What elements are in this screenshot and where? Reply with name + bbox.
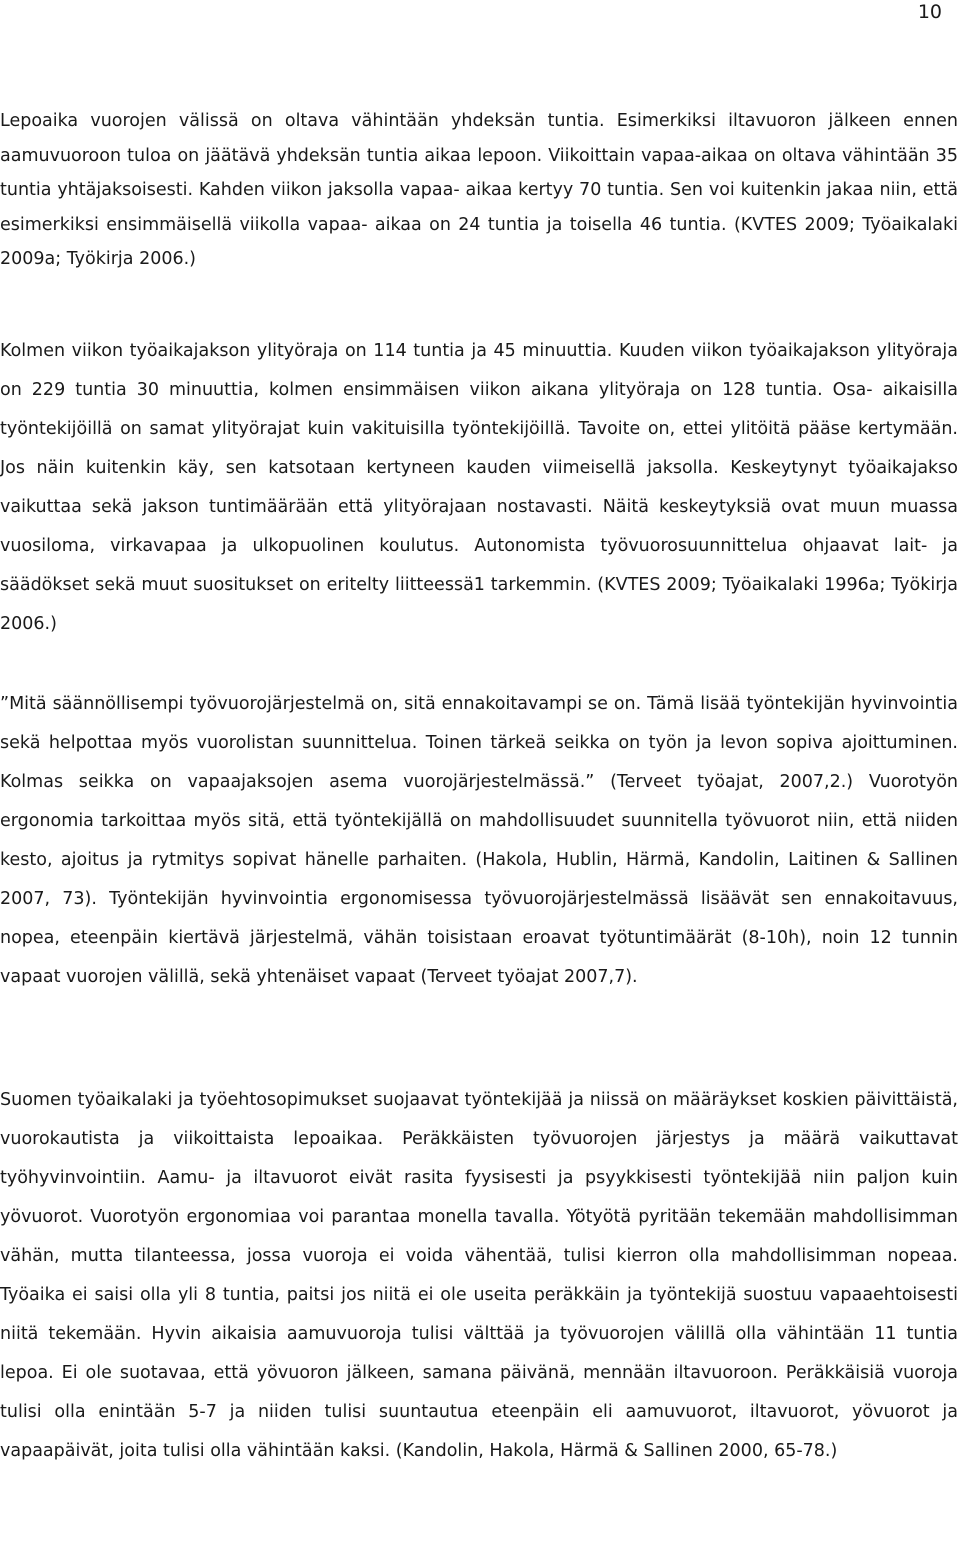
paragraph-working-time-act: Suomen työaikalaki ja työehtosopimukset suojaavat työntekijää ja niissä on määräykset koskien päivittäistä, vuorokautista ja viikoittaista lepoaikaa. Peräkkäisten työvuorojen järjestys ja määrä vaikuttavat työhyvinvointiin. Aamu- ja iltavuorot eivät rasita fyysisesti ja psyykkisesti työntekijää niin paljon kuin yövuorot. Vuorotyön ergonomiaa voi parantaa monella tavalla. Yötyötä pyritään tekemään mahdollisimman vähän, mutta tilanteessa, jossa vuoroja ei voida vähentää, tulisi kierron olla mahdollisimman nopeaa. Työaika ei saisi olla yli 8 tuntia, paitsi jos niitä ei ole useita peräkkäin ja työntekijä suostuu vapaaehtoisesti niitä tekemään. Hyvin aikaisia aamuvuoroja tulisi välttää ja työvuorojen välillä olla vähintään 11 tuntia lepoa. Ei ole suotavaa, että yövuoron jälkeen, samana päivänä, mennään iltavuoroon. Peräkkäisiä vuoroja tulisi olla enintään 5-7 ja niiden tulisi suuntautua eteenpäin eli aamuvuorot, iltavuorot, yövuorot ja vapaapäivät, joita tulisi olla vähintään kaksi. (Kandolin, Hakola, Härmä & Sallinen 2000, 65-78.) [0,1090,958,1461]
paragraph-overtime-limits: Kolmen viikon työaikajakson ylityöraja on 114 tuntia ja 45 minuuttia. Kuuden viikon työaikajakson ylityöraja on 229 tuntia 30 minuuttia, kolmen ensimmäisen viikon aikana ylityöraja on 128 tuntia. Osa- aikaisilla työntekijöillä on samat ylityörajat kuin vakituisilla työntekijöillä. Tavoite on, ettei ylitöitä pääse kertymään. Jos näin kuitenkin käy, sen katsotaan kertyneen kauden viimeisellä jaksolla. Keskeytynyt työaikajakso vaikuttaa sekä jakson tuntimäärään että ylityörajaan nostavasti. Näitä keskeytyksiä ovat muun muassa vuosiloma, virkavapaa ja ulkopuolinen koulutus. Autonomista työvuorosuunnittelua ohjaavat lait- ja säädökset sekä muut suositukset on eritelty liitteessä1 tarkemmin. (KVTES 2009; Työaikalaki 1996a; Työkirja 2006.) [0,341,958,634]
paragraph-shift-ergonomics: ”Mitä säännöllisempi työvuorojärjestelmä on, sitä ennakoitavampi se on. Tämä lisää työntekijän hyvinvointia sekä helpottaa myös vuorolistan suunnittelua. Toinen tärkeä seikka on työn ja levon sopiva ajoittuminen. Kolmas seikka on vapaajaksojen asema vuorojärjestelmässä.” (Terveet työajat, 2007,2.) Vuorotyön ergonomia tarkoittaa myös sitä, että työntekijällä on mahdollisuudet suunnitella työvuorot niin, että niiden kesto, ajoitus ja rytmitys sopivat hänelle parhaiten. (Hakola, Hublin, Härmä, Kandolin, Laitinen & Sallinen 2007, 73). Työntekijän hyvinvointia ergonomisessa työvuorojärjestelmässä lisäävät sen ennakoitavuus, nopea, eteenpäin kiertävä järjestelmä, vähän toisistaan eroavat työtuntimäärät (8-10h), noin 12 tunnin vapaat vuorojen välillä, sekä yhtenäiset vapaat (Terveet työajat 2007,7). [0,694,958,987]
paragraph-rest-periods: Lepoaika vuorojen välissä on oltava vähintään yhdeksän tuntia. Esimerkiksi iltavuoron jälkeen ennen aamuvuoroon tuloa on jäätävä yhdeksän tuntia aikaa lepoon. Viikoittain vapaa-aikaa on oltava vähintään 35 tuntia yhtäjaksoisesti. Kahden viikon jaksolla vapaa- aikaa kertyy 70 tuntia. Sen voi kuitenkin jakaa niin, että esimerkiksi ensimmäisellä viikolla vapaa- aikaa on 24 tuntia ja toisella 46 tuntia. (KVTES 2009; Työaikalaki 2009a; Työkirja 2006.) [0,111,958,269]
page-number: 10 [917,1,942,23]
